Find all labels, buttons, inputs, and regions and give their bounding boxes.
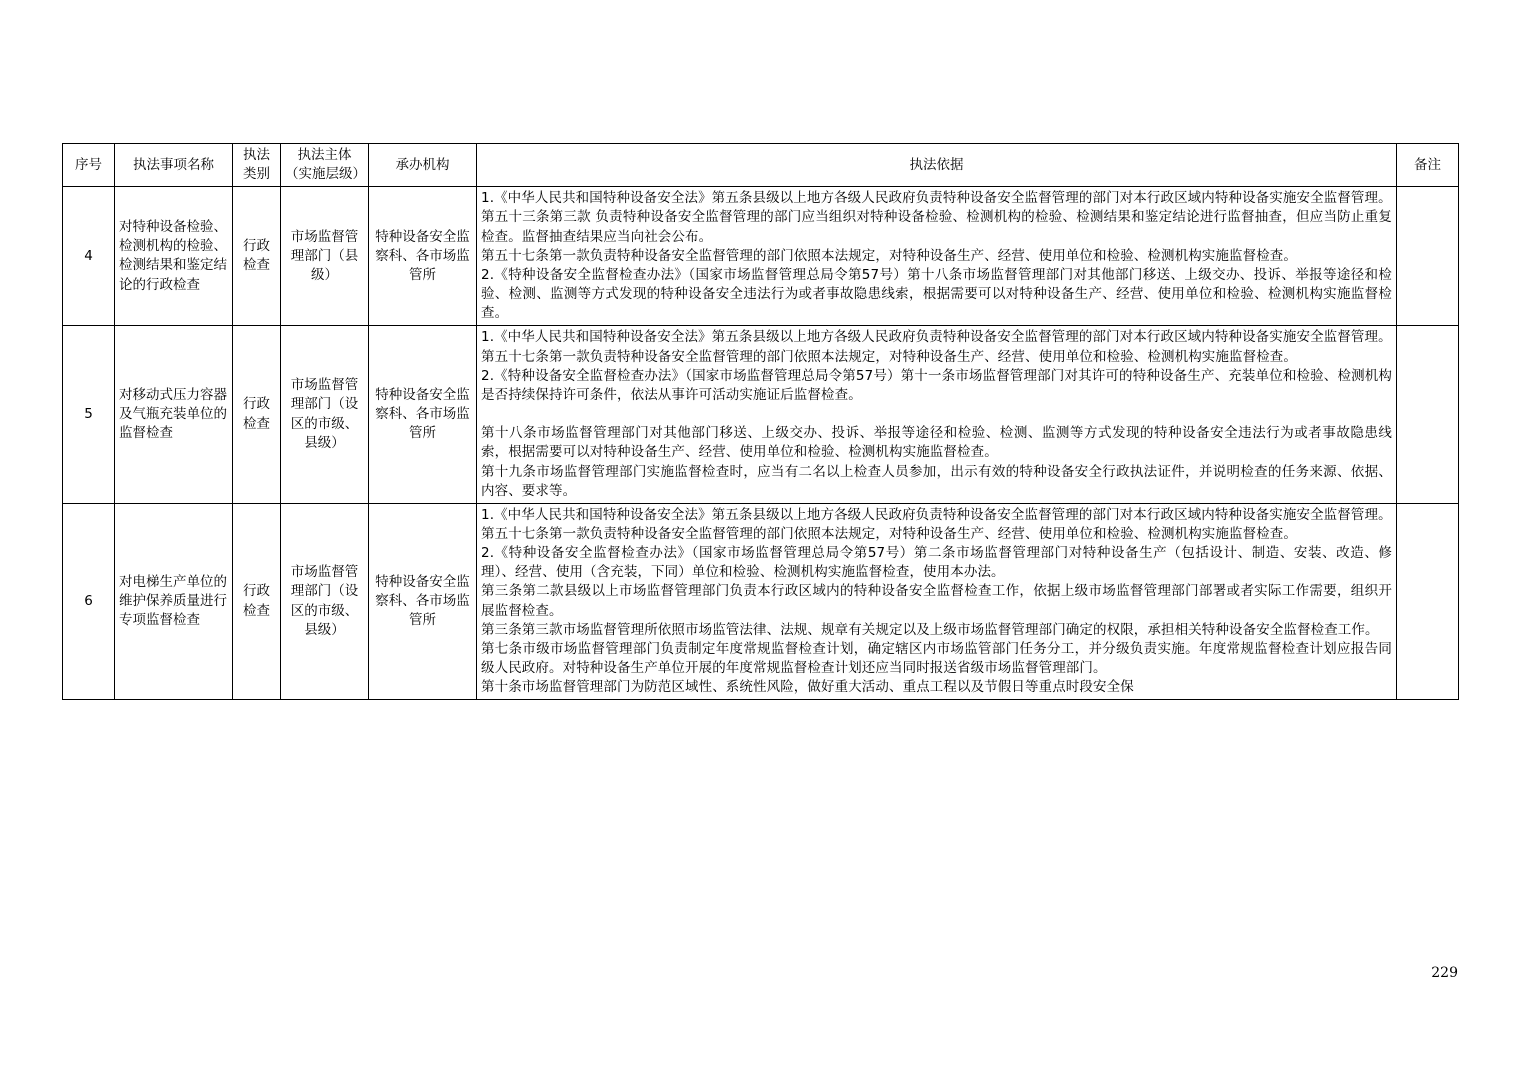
cell-type: 行政检查 <box>233 326 281 503</box>
cell-basis <box>477 187 1397 326</box>
cell-org: 特种设备安全监察科、各市场监管所 <box>369 503 477 700</box>
header-org: 承办机构 <box>369 144 477 187</box>
cell-org: 特种设备安全监察科、各市场监管所 <box>369 187 477 326</box>
basis-paragraph: 第五十七条第一款负责特种设备安全监督管理的部门依照本法规定，对特种设备生产、经营、使用单位和检验、检测机构实施监督检查。 <box>481 348 1297 365</box>
basis-paragraph: 第五十七条第一款负责特种设备安全监督管理的部门依照本法规定，对特种设备生产、经营、使用单位和检验、检测机构实施监督检查。 <box>481 525 1297 542</box>
cell-subject: 市场监督管理部门（设区的市级、县级） <box>281 326 369 503</box>
cell-name: 对电梯生产单位的维护保养质量进行专项监督检查 <box>115 503 233 700</box>
cell-basis <box>477 326 1397 503</box>
page-number: 229 <box>1431 965 1458 981</box>
table-body <box>63 187 1459 700</box>
basis-paragraph: 第十八条市场监督管理部门对其他部门移送、上级交办、投诉、举报等途径和检验、检测、监测等方式发现的特种设备安全违法行为或者事故隐患线索，根据需要可以对特种设备生产、经营、使用单位和检验、检测机构实施监督检查。 <box>481 425 1392 461</box>
table-row <box>63 326 1459 503</box>
table-row <box>63 187 1459 326</box>
cell-remark <box>1397 187 1459 326</box>
cell-name: 对特种设备检验、检测机构的检验、检测结果和鉴定结论的行政检查 <box>115 187 233 326</box>
cell-type: 行政检查 <box>233 503 281 700</box>
basis-paragraph: 第三条第二款县级以上市场监督管理部门负责本行政区域内的特种设备安全监督检查工作，依据上级市场监督管理部门部署或者实际工作需要，组织开展监督检查。 <box>481 583 1392 619</box>
cell-org: 特种设备安全监察科、各市场监管所 <box>369 326 477 503</box>
basis-paragraph: 第十条市场监督管理部门为防范区域性、系统性风险，做好重大活动、重点工程以及节假日等重点时段安全保 <box>481 679 1134 696</box>
cell-basis <box>477 503 1397 700</box>
cell-subject: 市场监督管理部门（设区的市级、县级） <box>281 503 369 700</box>
basis-paragraph: 1.《中华人民共和国特种设备安全法》第五条县级以上地方各级人民政府负责特种设备安全监督管理的部门对本行政区域内特种设备实施安全监督管理。 <box>481 506 1392 523</box>
cell-type: 行政检查 <box>233 187 281 326</box>
basis-paragraph: 1.《中华人民共和国特种设备安全法》第五条县级以上地方各级人民政府负责特种设备安全监督管理的部门对本行政区域内特种设备实施安全监督管理。 <box>481 190 1392 207</box>
basis-paragraph: 第五十七条第一款负责特种设备安全监督管理的部门依照本法规定，对特种设备生产、经营、使用单位和检验、检测机构实施监督检查。 <box>481 247 1297 264</box>
cell-subject: 市场监督管理部门（县级） <box>281 187 369 326</box>
basis-paragraph: 第七条市级市场监督管理部门负责制定年度常规监督检查计划，确定辖区内市场监管部门任务分工，并分级负责实施。年度常规监督检查计划应报告同级人民政府。对特种设备生产单位开展的年度常规监督检查计划还应当同时报送省级市场监督管理部门。 <box>481 640 1392 677</box>
header-remark: 备注 <box>1397 144 1459 187</box>
cell-seq: 6 <box>63 503 115 700</box>
cell-seq: 5 <box>63 326 115 503</box>
enforcement-items-table <box>62 143 1459 700</box>
table-row <box>63 503 1459 700</box>
header-name: 执法事项名称 <box>115 144 233 187</box>
basis-paragraph <box>481 405 1392 424</box>
header-basis: 执法依据 <box>477 144 1397 187</box>
basis-paragraph: 第五十三条第三款 负责特种设备安全监督管理的部门应当组织对特种设备检验、检测机构的检验、检测结果和鉴定结论进行监督抽查，但应当防止重复检查。监督抽查结果应当向社会公布。 <box>481 209 1392 245</box>
header-type: 执法类别 <box>233 144 281 187</box>
basis-paragraph: 第十九条市场监督管理部门实施监督检查时，应当有二名以上检查人员参加，出示有效的特种设备安全行政执法证件，并说明检查的任务来源、依据、内容、要求等。 <box>481 463 1392 499</box>
basis-paragraph: 1.《中华人民共和国特种设备安全法》第五条县级以上地方各级人民政府负责特种设备安全监督管理的部门对本行政区域内特种设备实施安全监督管理。 <box>481 329 1392 346</box>
cell-remark <box>1397 503 1459 700</box>
header-seq: 序号 <box>63 144 115 187</box>
cell-seq: 4 <box>63 187 115 326</box>
basis-paragraph: 2.《特种设备安全监督检查办法》（国家市场监督管理总局令第57号）第十一条市场监督管理部门对其许可的特种设备生产、充装单位和检验、检测机构是否持续保持许可条件，依法从事许可活动实施证后监督检查。 <box>481 367 1392 403</box>
table-header-row <box>63 144 1459 187</box>
cell-name: 对移动式压力容器及气瓶充装单位的监督检查 <box>115 326 233 503</box>
header-subject: 执法主体（实施层级） <box>281 144 369 187</box>
cell-remark <box>1397 326 1459 503</box>
basis-paragraph: 2.《特种设备安全监督检查办法》（国家市场监督管理总局令第57号）第十八条市场监督管理部门对其他部门移送、上级交办、投诉、举报等途径和检验、检测、监测等方式发现的特种设备安全违法行为或者事故隐患线索，根据需要可以对特种设备生产、经营、使用单位和检验、检测机构实施监督检查。 <box>481 266 1392 322</box>
table-header <box>63 144 1459 187</box>
basis-paragraph: 第三条第三款市场监督管理所依照市场监管法律、法规、规章有关规定以及上级市场监督管理部门确定的权限，承担相关特种设备安全监督检查工作。 <box>481 621 1379 638</box>
basis-paragraph: 2.《特种设备安全监督检查办法》（国家市场监督管理总局令第57号）第二条市场监督管理部门对特种设备生产（包括设计、制造、安装、改造、修理）、经营、使用（含充装，下同）单位和检验、检测机构实施监督检查，使用本办法。 <box>481 545 1392 581</box>
